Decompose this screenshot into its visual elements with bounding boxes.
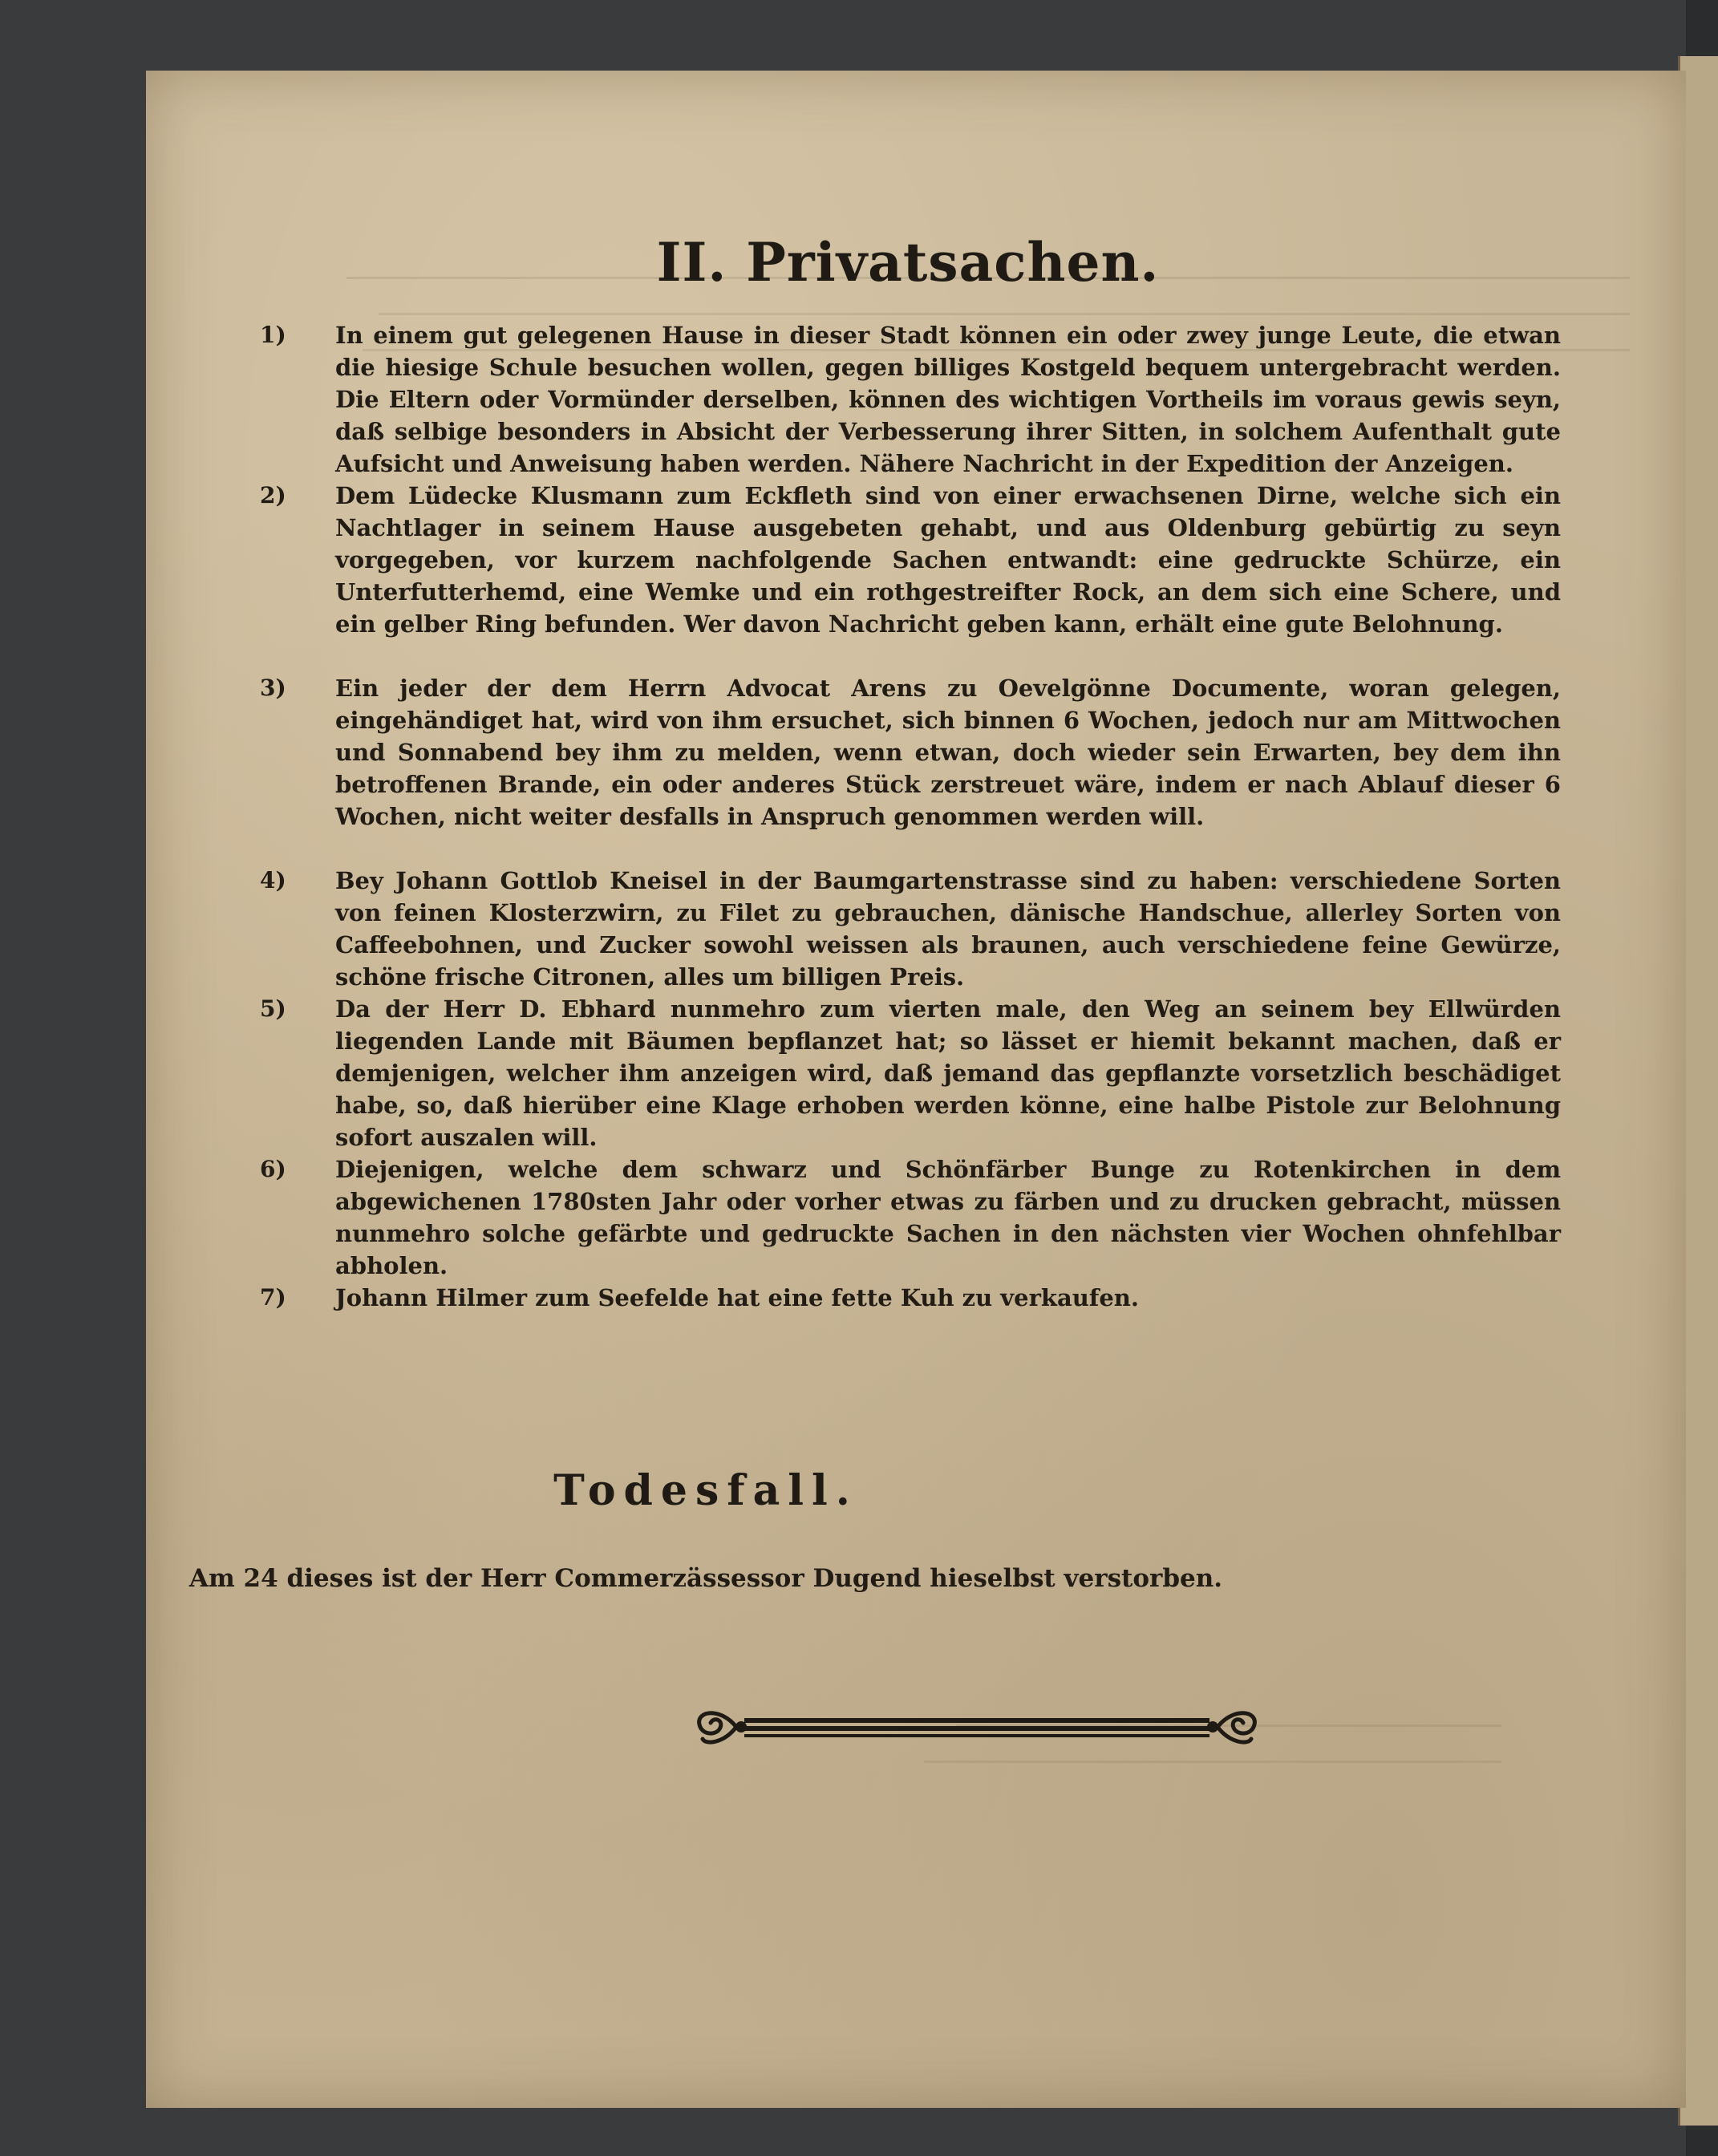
notice-list: [260, 319, 1561, 1314]
entry-number: 4): [260, 867, 286, 894]
entry-number: 3): [260, 675, 286, 701]
entry-number: 7): [260, 1284, 286, 1311]
notice-entry-4: [260, 865, 1561, 993]
entry-number: 2): [260, 482, 286, 509]
entry-number: 1): [260, 322, 286, 348]
notice-entry-7: [260, 1282, 1561, 1314]
death-notice-heading: Todesfall.: [553, 1466, 858, 1515]
notice-entry-3: [260, 672, 1561, 865]
entry-text: Da der Herr D. Ebhard nunmehro zum vierten male, den Weg an seinem bey Ellwürden liegenden Lande mit Bäumen bepflanzet hat; so lässet er hiemit bekannt machen, daß er demjenigen, welcher ihm anzeigen wird, daß jemand das gepflanzte vorsetzlich beschädiget habe, so, daß hierüber eine Klage erhoben werden könne, eine halbe Pistole zur Belohnung sofort auszalen will.: [335, 995, 1561, 1151]
entry-text: In einem gut gelegenen Hause in dieser Stadt können ein oder zwey junge Leute, die etwan die hiesige Schule besuchen wollen, gegen billiges Kostgeld bequem untergebracht werden. Die Eltern oder Vormünder derselben, können des wichtigen Vortheils im voraus gewis seyn, daß selbige besonders in Absicht der Verbesserung ihrer Sitten, in solchem Aufenthalt gute Aufsicht und Anweisung haben werden. Nähere Nachricht in der Expedition der Anzeigen.: [335, 322, 1561, 477]
entry-number: 6): [260, 1156, 286, 1182]
notice-entry-2: [260, 480, 1561, 672]
notice-entry-6: [260, 1153, 1561, 1282]
notice-entry-1: [260, 319, 1561, 480]
decorative-rule-ornament: [688, 1699, 1266, 1755]
death-notice-text: Am 24 dieses ist der Herr Commerzässessor Dugend hieselbst verstorben.: [188, 1564, 1223, 1593]
page-heading: II. Privatsachen.: [656, 231, 1160, 294]
entry-text: Bey Johann Gottlob Kneisel in der Baumgartenstrasse sind zu haben: verschiedene Sorten von feinen Klosterzwirn, zu Filet zu gebrauchen, dänische Handschue, allerley Sorten von Caffeebohnen, und Zucker sowohl weissen als braunen, auch verschiedene feine Gewürze, schöne frische Citronen, alles um billigen Preis.: [335, 867, 1561, 991]
entry-text: Diejenigen, welche dem schwarz und Schönfärber Bunge zu Rotenkirchen in dem abgewichenen 1780sten Jahr oder vorher etwas zu färben und zu drucken gebracht, müssen nunmehro solche gefärbte und gedruckte Sachen in den nächsten vier Wochen ohnfehlbar abholen.: [335, 1156, 1561, 1279]
entry-text: Dem Lüdecke Klusmann zum Eckfleth sind von einer erwachsenen Dirne, welche sich ein Nachtlager in seinem Hause ausgebeten gehabt, und aus Oldenburg gebürtig zu seyn vorgegeben, vor kurzem nachfolgende Sachen entwandt: eine gedruckte Schürze, ein Unterfutterhemd, eine Wemke und ein rothgestreifter Rock, an dem sich eine Schere, und ein gelber Ring befunden. Wer davon Nachricht geben kann, erhält eine gute Belohnung.: [335, 482, 1561, 638]
notice-entry-5: [260, 993, 1561, 1153]
entry-text: Ein jeder der dem Herrn Advocat Arens zu Oevelgönne Documente, woran gelegen, eingehändiget hat, wird von ihm ersuchet, sich binnen 6 Wochen, jedoch nur am Mittwochen und Sonnabend bey ihm zu melden, wenn etwan, doch wieder sein Erwarten, bey dem ihn betroffenen Brande, ein oder anderes Stück zerstreuet wäre, indem er nach Ablauf dieser 6 Wochen, nicht weiter desfalls in Anspruch genommen werden will.: [335, 675, 1561, 830]
entry-number: 5): [260, 995, 286, 1022]
entry-text: Johann Hilmer zum Seefelde hat eine fette Kuh zu verkaufen.: [335, 1284, 1139, 1311]
